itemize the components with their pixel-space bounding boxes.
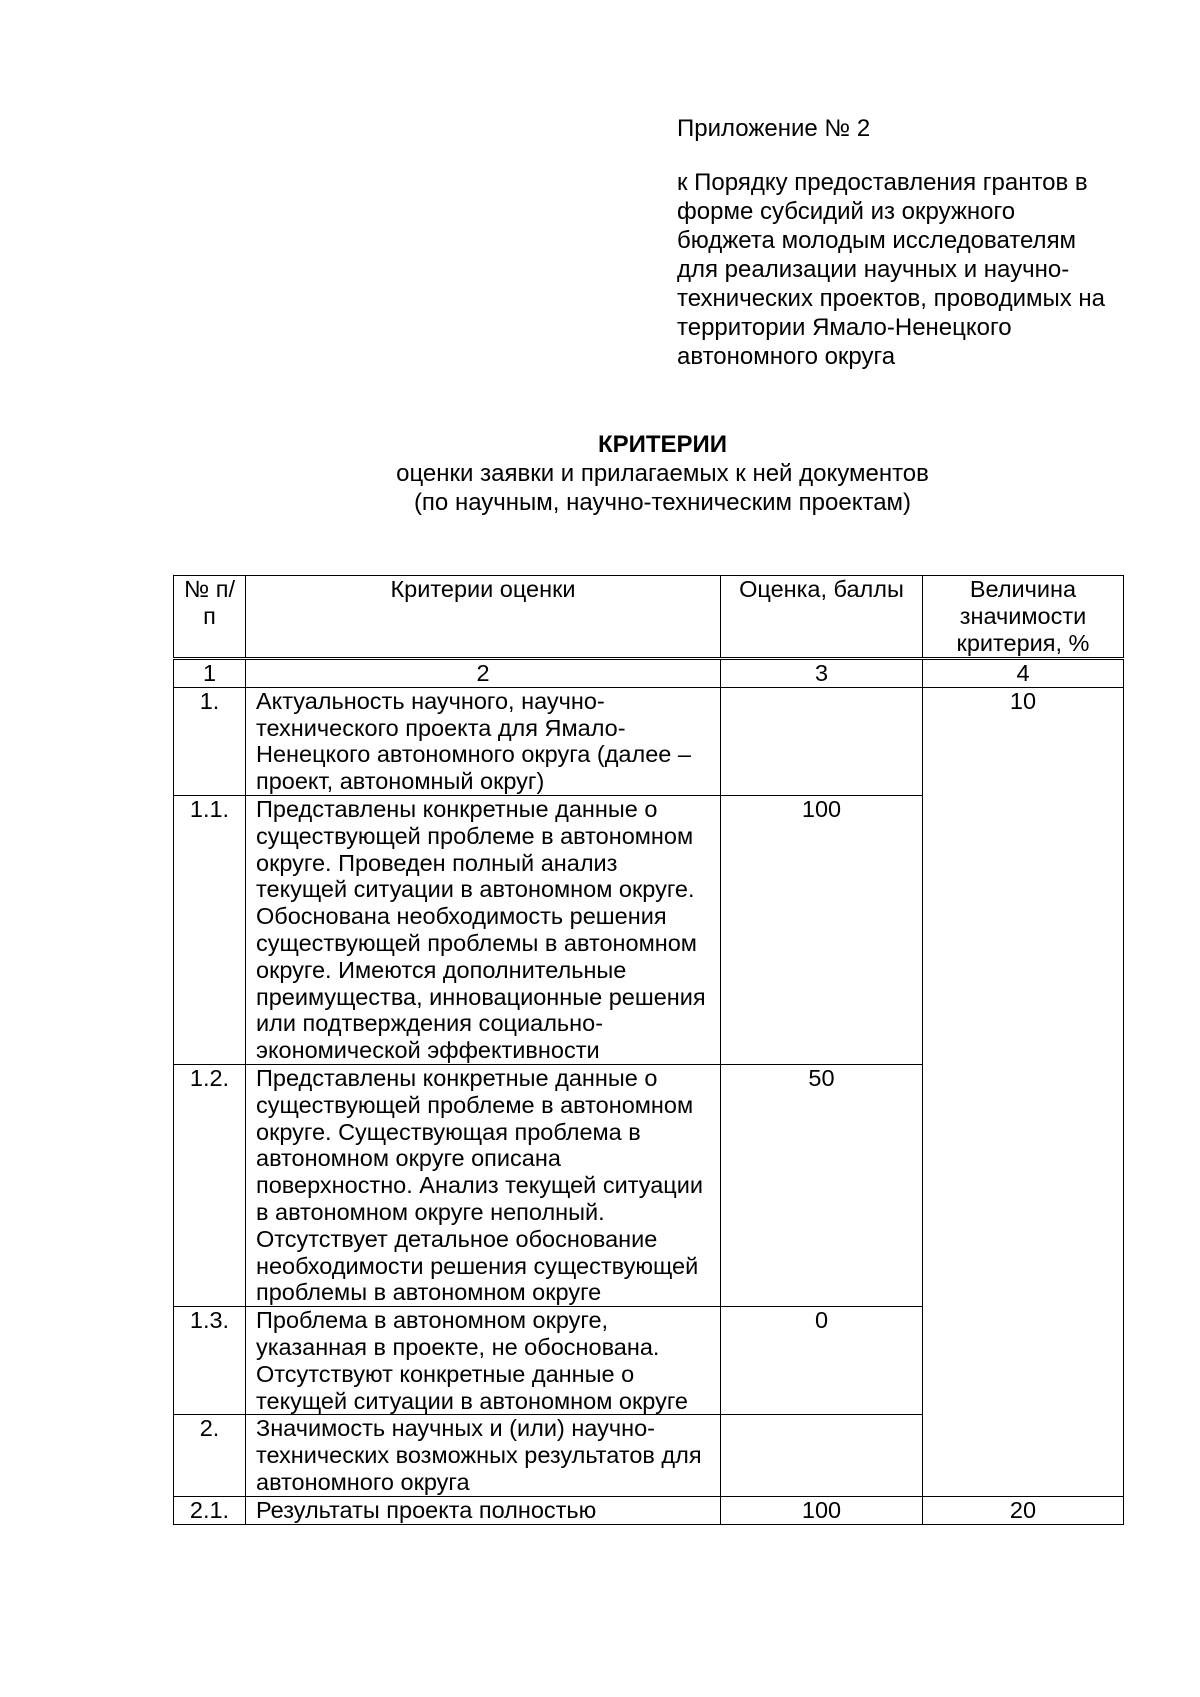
appendix-text (677, 168, 1177, 371)
appendix-line: технических проектов, проводимых на (677, 285, 1106, 312)
header-criteria: Критерии оценки (246, 576, 721, 659)
column-number: 3 (721, 659, 923, 688)
row-criteria: Представлены конкретные данные о существующей проблеме в автономном округе. Существующая проблема в автономном округе описана поверхностно. Анализ текущей ситуации в автономном округе неполный. Отсутствует детальное обоснование необходимости решения существующей проблемы в автономном округе (246, 1064, 721, 1306)
appendix-line: бюджета молодым исследователям (677, 227, 1077, 254)
document-heading (0, 430, 1200, 517)
table-row (174, 687, 1124, 795)
appendix-line: форме субсидий из окружного (677, 198, 1016, 225)
column-number: 2 (246, 659, 721, 688)
heading-title: КРИТЕРИИ (597, 431, 728, 458)
column-number: 4 (923, 659, 1124, 688)
row-criteria: Актуальность научного, научно-технического проекта для Ямало-Ненецкого автономного округа (далее – проект, автономный округ) (246, 687, 721, 795)
row-num: 2. (174, 1415, 246, 1496)
row-criteria: Результаты проекта полностью (246, 1496, 721, 1524)
appendix-title: Приложение № 2 (677, 115, 871, 142)
row-criteria: Значимость научных и (или) научно-технических возможных результатов для автономного округа (246, 1415, 721, 1496)
row-score (721, 1415, 923, 1496)
criteria-table (173, 575, 1124, 1525)
row-score: 50 (721, 1064, 923, 1306)
appendix-line: территории Ямало-Ненецкого (677, 314, 1012, 341)
heading-subtitle-line-2: (по научным, научно-техническим проектам) (413, 489, 912, 516)
row-weight: 20 (923, 1496, 1124, 1524)
row-score: 0 (721, 1307, 923, 1415)
row-num: 1.2. (174, 1064, 246, 1306)
header-num: № п/п (174, 576, 246, 659)
column-number: 1 (174, 659, 246, 688)
row-num: 1.3. (174, 1307, 246, 1415)
row-criteria: Представлены конкретные данные о существующей проблеме в автономном округе. Проведен полный анализ текущей ситуации в автономном округе. Обоснована необходимость решения существующей проблемы в автономном округе. Имеются дополнительные преимущества, инновационные решения или подтверждения социально-экономической эффективности (246, 795, 721, 1064)
row-weight: 10 (923, 687, 1124, 1496)
row-score: 100 (721, 795, 923, 1064)
header-weight: Величина значимости критерия, % (923, 576, 1124, 659)
row-num: 2.1. (174, 1496, 246, 1524)
column-numbers-row (174, 659, 1124, 688)
row-criteria: Проблема в автономном округе, указанная в проекте, не обоснована. Отсутствуют конкретные данные о текущей ситуации в автономном округе (246, 1307, 721, 1415)
row-num: 1. (174, 687, 246, 795)
appendix-block (677, 114, 1177, 371)
appendix-line: автономного округа (677, 343, 896, 370)
heading-subtitle-line-1: оценки заявки и прилагаемых к ней документов (396, 460, 929, 487)
row-num: 1.1. (174, 795, 246, 1064)
appendix-line: к Порядку предоставления грантов в (677, 169, 1088, 196)
table-row (174, 1496, 1124, 1524)
row-score (721, 687, 923, 795)
row-score: 100 (721, 1496, 923, 1524)
appendix-line: для реализации научных и научно- (677, 256, 1070, 283)
header-score: Оценка, баллы (721, 576, 923, 659)
